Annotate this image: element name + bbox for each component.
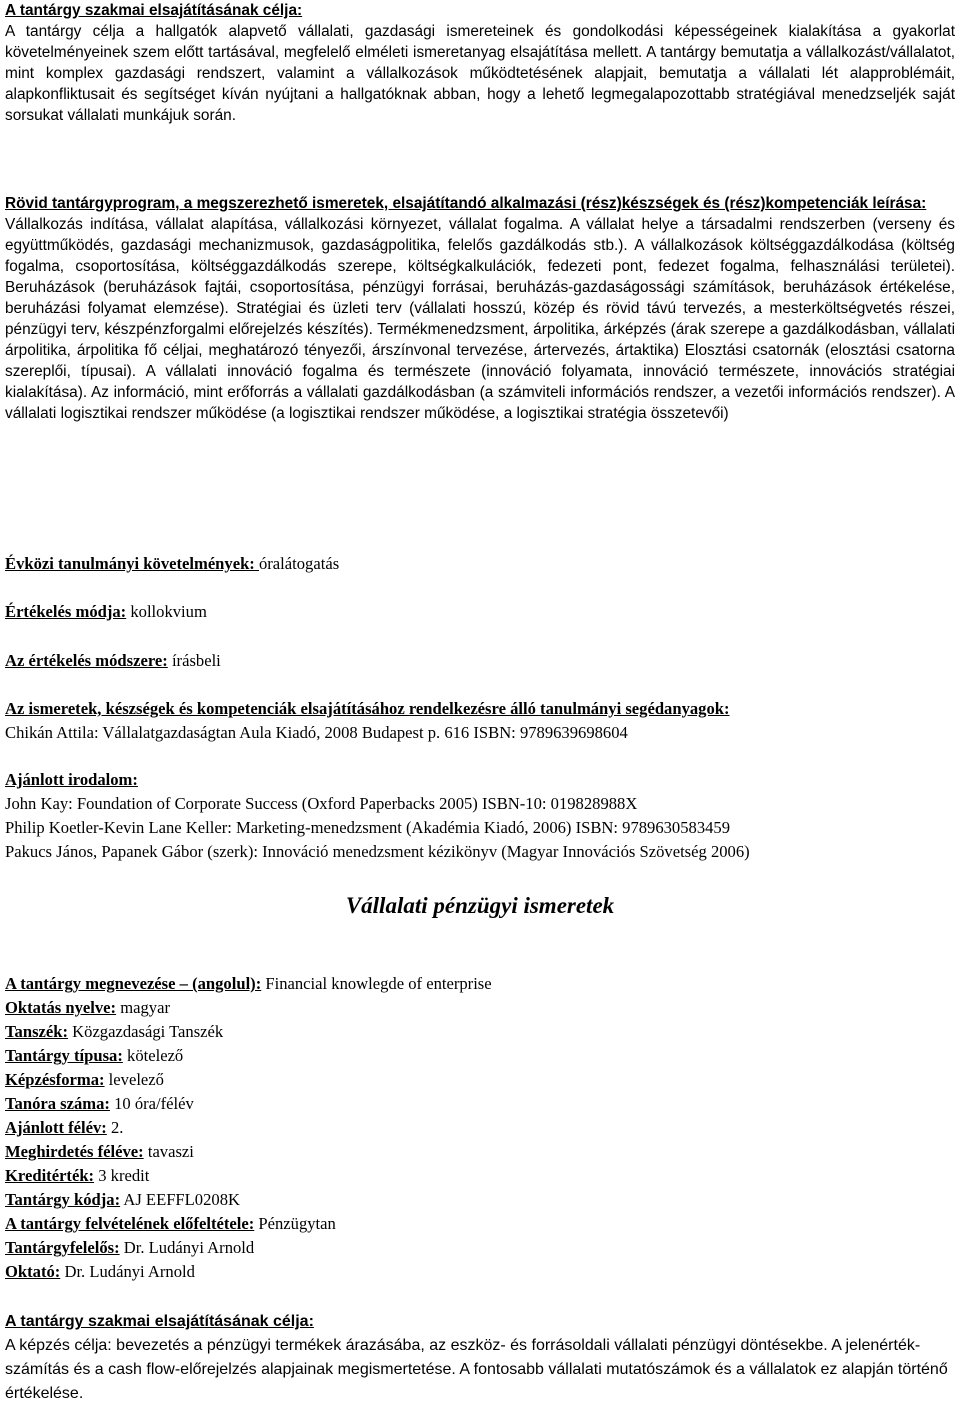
study-materials-label: Az ismeretek, készségek és kompetenciák elsajátításához rendelkezésre álló tanulmányi segédanyagok: bbox=[5, 699, 730, 718]
course-info-value: 3 kredit bbox=[94, 1166, 150, 1185]
course-info-value: 10 óra/félév bbox=[109, 1094, 194, 1113]
course-info-label: Oktatás nyelve: bbox=[5, 998, 117, 1017]
course-info-value: Financial knowlegde of enterprise bbox=[261, 974, 492, 993]
course-info-value: levelező bbox=[104, 1070, 164, 1089]
course-info-row bbox=[5, 1044, 955, 1068]
course-info-row bbox=[5, 1020, 955, 1044]
course-info-label: Kreditérték: bbox=[5, 1166, 95, 1185]
course-info-label: Tantárgy kódja: bbox=[5, 1190, 121, 1209]
course-title: Vállalati pénzügyi ismeretek bbox=[345, 893, 615, 918]
course-info-label: Meghirdetés féléve: bbox=[5, 1142, 144, 1161]
study-materials-value: Chikán Attila: Vállalatgazdaságtan Aula Kiadó, 2008 Budapest p. 616 ISBN: 9789639698604 bbox=[5, 723, 628, 742]
course-info-value: Dr. Ludányi Arnold bbox=[119, 1238, 255, 1257]
course-info-value: Pénzügytan bbox=[254, 1214, 336, 1233]
course-info-value: kötelező bbox=[122, 1046, 184, 1065]
course-info-label: Tanszék: bbox=[5, 1022, 69, 1041]
course-info-label: Képzésforma: bbox=[5, 1070, 105, 1089]
course-program-section bbox=[5, 193, 955, 424]
course-info-row bbox=[5, 1236, 955, 1260]
course-program-heading: Rövid tantárgyprogram, a megszerezhető ismeretek, elsajátítandó alkalmazási (rész)készségek és (rész)kompetenciák leírása: bbox=[5, 195, 927, 212]
course-info-label: A tantárgy megnevezése – (angolul): bbox=[5, 974, 262, 993]
semester-requirements-label: Évközi tanulmányi követelmények: bbox=[5, 554, 259, 573]
evaluation-type-label: Értékelés módja: bbox=[5, 602, 127, 621]
course-goal-text-2: A képzés célja: bevezetés a pénzügyi termékek árazásába, az eszköz- és forrásoldali vállalati pénzügyi döntésekbe. A jelenérték-számítás és a cash flow-előrejelzés alapjainak megismertetése. A fontosabb vállalati mutatószámok és a vállalatok ez alapján történő értékelése. bbox=[5, 1337, 948, 1402]
semester-requirements-value: óralátogatás bbox=[258, 554, 340, 573]
semester-requirements bbox=[5, 552, 955, 576]
literature-item: Philip Koetler-Kevin Lane Keller: Marketing-menedzsment (Akadémia Kiadó, 2006) ISBN: 9789630583459 bbox=[5, 818, 731, 837]
recommended-literature-label: Ajánlott irodalom: bbox=[5, 770, 138, 789]
course-goal-heading: A tantárgy szakmai elsajátításának célja: bbox=[5, 2, 303, 19]
course-info-list bbox=[5, 972, 955, 1284]
course-info-value: tavaszi bbox=[143, 1142, 194, 1161]
course-info-row bbox=[5, 1188, 955, 1212]
course-program-text: Vállalkozás indítása, vállalat alapítása, vállalkozási környezet, vállalat fogalma. A vállalat helye a társadalmi rendszerben (verseny és együttműködés, gazdasági mechanizmusok, gazdaságpolitika, felelős gazdálkodás stb.). A vállalkozások költséggazdálkodása (költség fogalma, csoportosítása, költséggazdálkodás szerepe, költségkalkulációk, fedezeti pont, fedezet fogalma, felhasználási területei). Beruházások (beruházások fajtái, csoportosítása, pénzügyi forrásai, beruházás-gazdaságossági számítások, beruházások értékelése, beruházási folyamat elemzése). Stratégiai és üzleti terv (vállalati hosszú, közép és rövid távú tervezés, a mesterköltségvetés részei, pénzügyi terv, készpénzforgalmi előrejelzés készítés). Termékmenedzsment, árpolitika, árképzés (árak szerepe a gazdálkodásban, vállalati árpolitika, árpolitika fő céljai, meghatározó tényezői, árszínvonal tervezése, ártervezés, ártaktika) Elosztási csatornák (elosztási csatorna szereplői, típusai). A vállalati innováció fogalma és természete (innováció folyamata, innováció természete, innovációs stratégiai kialakítása). Az információ, mint erőforrás a vállalati gazdálkodásban (a számviteli információs rendszer, a vezetői információs rendszer). A vállalati logisztikai rendszer működése (a logisztikai rendszer működése, a logisztikai stratégia összetevői) bbox=[5, 216, 955, 422]
evaluation-type bbox=[5, 600, 955, 624]
study-materials bbox=[5, 697, 955, 745]
course-info-label: Oktató: bbox=[5, 1262, 61, 1281]
literature-item: John Kay: Foundation of Corporate Success (Oxford Paperbacks 2005) ISBN-10: 019828988X bbox=[5, 794, 638, 813]
course-info-row bbox=[5, 1068, 955, 1092]
evaluation-method-value: írásbeli bbox=[167, 651, 221, 670]
course-info-label: A tantárgy felvételének előfeltétele: bbox=[5, 1214, 255, 1233]
course-info-value: Közgazdasági Tanszék bbox=[68, 1022, 224, 1041]
course-goal-heading-2: A tantárgy szakmai elsajátításának célja: bbox=[5, 1313, 314, 1330]
course-goal-section bbox=[5, 0, 955, 126]
evaluation-method bbox=[5, 649, 955, 673]
course-info-label: Tantárgy típusa: bbox=[5, 1046, 123, 1065]
course-info-label: Ajánlott félév: bbox=[5, 1118, 107, 1137]
recommended-literature bbox=[5, 768, 955, 864]
course-info-row bbox=[5, 1092, 955, 1116]
course-info-value: magyar bbox=[116, 998, 170, 1017]
course-info-value: Dr. Ludányi Arnold bbox=[60, 1262, 195, 1281]
course-info-value: AJ EEFFL0208K bbox=[120, 1190, 240, 1209]
course-info-row bbox=[5, 1260, 955, 1284]
course-goal-text: A tantárgy célja a hallgatók alapvető vállalati, gazdasági ismereteinek és gondolkodási képességeinek kialakítása a gyakorlat követelményeinek szem előtt tartásával, megfelelő elméleti ismeretanyag elsajátítása mellett. A tantárgy bemutatja a vállalkozást/vállalatot, mint komplex gazdasági rendszert, valamint a vállalkozások működtetésének alapjait, bemutatja a vállalati lét alapproblémáit, alapkonfliktusait és segítséget kíván nyújtani a hallgatóknak abban, hogy a lehető legmegalapozottabb stratégiával menedzseljék saját sorsukat vállalati munkájuk során. bbox=[5, 23, 955, 124]
course-goal-section-2 bbox=[5, 1310, 955, 1406]
course-info-row bbox=[5, 1116, 955, 1140]
course-info-row bbox=[5, 1164, 955, 1188]
course-info-row bbox=[5, 1140, 955, 1164]
course-info-value: 2. bbox=[106, 1118, 124, 1137]
evaluation-method-label: Az értékelés módszere: bbox=[5, 651, 168, 670]
course-info-row bbox=[5, 972, 955, 996]
course-info-label: Tanóra száma: bbox=[5, 1094, 110, 1113]
evaluation-type-value: kollokvium bbox=[126, 602, 207, 621]
course-info-row bbox=[5, 1212, 955, 1236]
literature-item: Pakucs János, Papanek Gábor (szerk): Innováció menedzsment kézikönyv (Magyar Innovációs Szövetség 2006) bbox=[5, 842, 750, 861]
course-info-row bbox=[5, 996, 955, 1020]
course-info-label: Tantárgyfelelős: bbox=[5, 1238, 120, 1257]
